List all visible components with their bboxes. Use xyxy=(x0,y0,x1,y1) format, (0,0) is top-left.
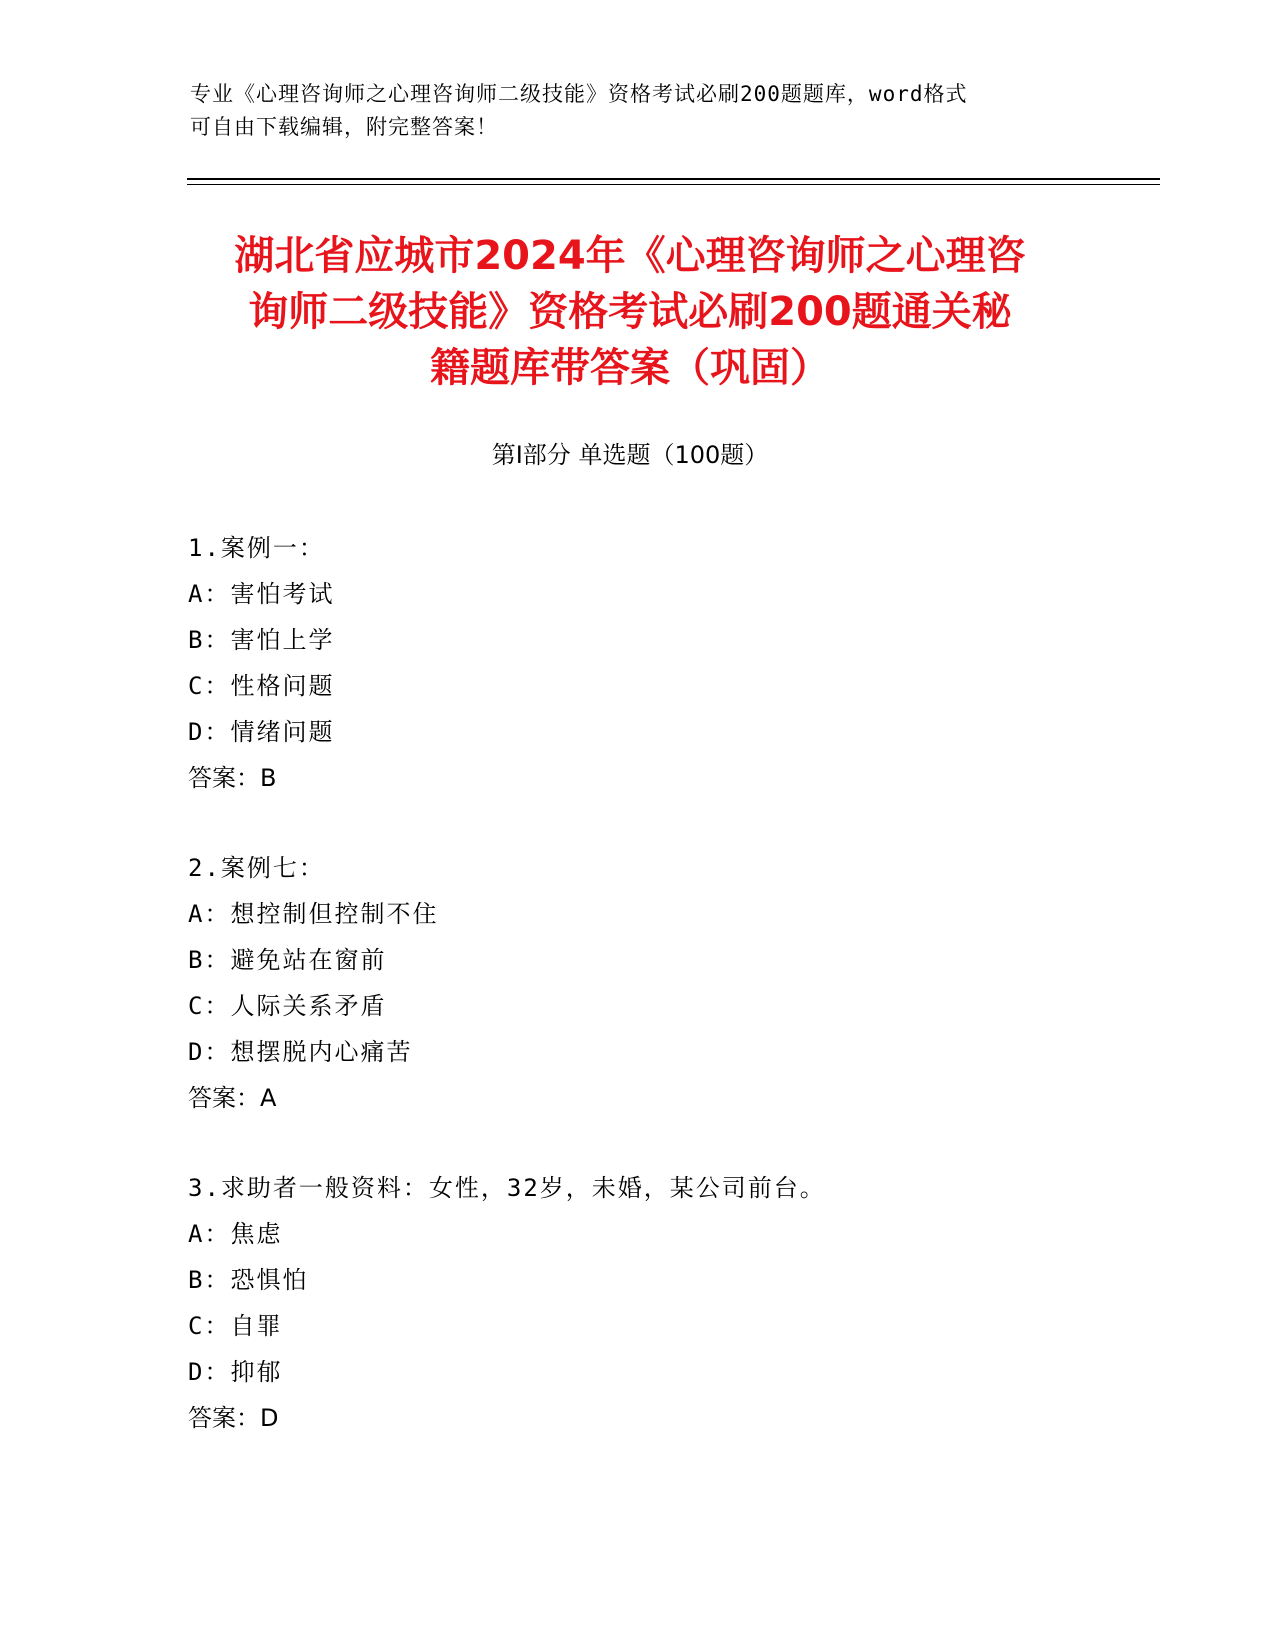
title-line-3: 籍题库带答案（巩固） xyxy=(430,345,830,391)
document-title xyxy=(180,228,1080,396)
title-line-1: 湖北省应城市2024年《心理咨询师之心理咨 xyxy=(234,233,1026,279)
option-d: D：抑郁 xyxy=(188,1358,283,1386)
question-item xyxy=(188,1165,1088,1441)
answer-key: 答案：D xyxy=(188,1404,279,1432)
header-note-line-1: 专业《心理咨询师之心理咨询师二级技能》资格考试必刷200题题库，word格式 xyxy=(190,82,968,106)
option-c: C：性格问题 xyxy=(188,672,335,700)
question-stem: 3.求助者一般资料：女性，32岁，未婚，某公司前台。 xyxy=(188,1174,826,1202)
option-d: D：情绪问题 xyxy=(188,718,335,746)
option-a: A：焦虑 xyxy=(188,1220,283,1248)
option-a: A：想控制但控制不住 xyxy=(188,900,439,928)
header-divider-thick xyxy=(187,178,1160,180)
question-item xyxy=(188,525,1088,801)
option-d: D：想摆脱内心痛苦 xyxy=(188,1038,413,1066)
title-line-2: 询师二级技能》资格考试必刷200题通关秘 xyxy=(248,289,1012,335)
question-stem: 1.案例一： xyxy=(188,534,325,562)
question-stem: 2.案例七： xyxy=(188,854,325,882)
answer-key: 答案：A xyxy=(188,1084,277,1112)
option-a: A：害怕考试 xyxy=(188,580,335,608)
option-b: B：害怕上学 xyxy=(188,626,335,654)
option-c: C：自罪 xyxy=(188,1312,283,1340)
question-item xyxy=(188,845,1088,1121)
option-c: C：人际关系矛盾 xyxy=(188,992,387,1020)
answer-key: 答案：B xyxy=(188,764,277,792)
option-b: B：避免站在窗前 xyxy=(188,946,387,974)
header-divider-thin xyxy=(187,184,1160,185)
option-b: B：恐惧怕 xyxy=(188,1266,309,1294)
header-note-line-2: 可自由下载编辑，附完整答案！ xyxy=(190,115,498,139)
section-title: 第Ⅰ部分 单选题（100题） xyxy=(491,441,769,469)
document-header-note xyxy=(190,78,1070,144)
